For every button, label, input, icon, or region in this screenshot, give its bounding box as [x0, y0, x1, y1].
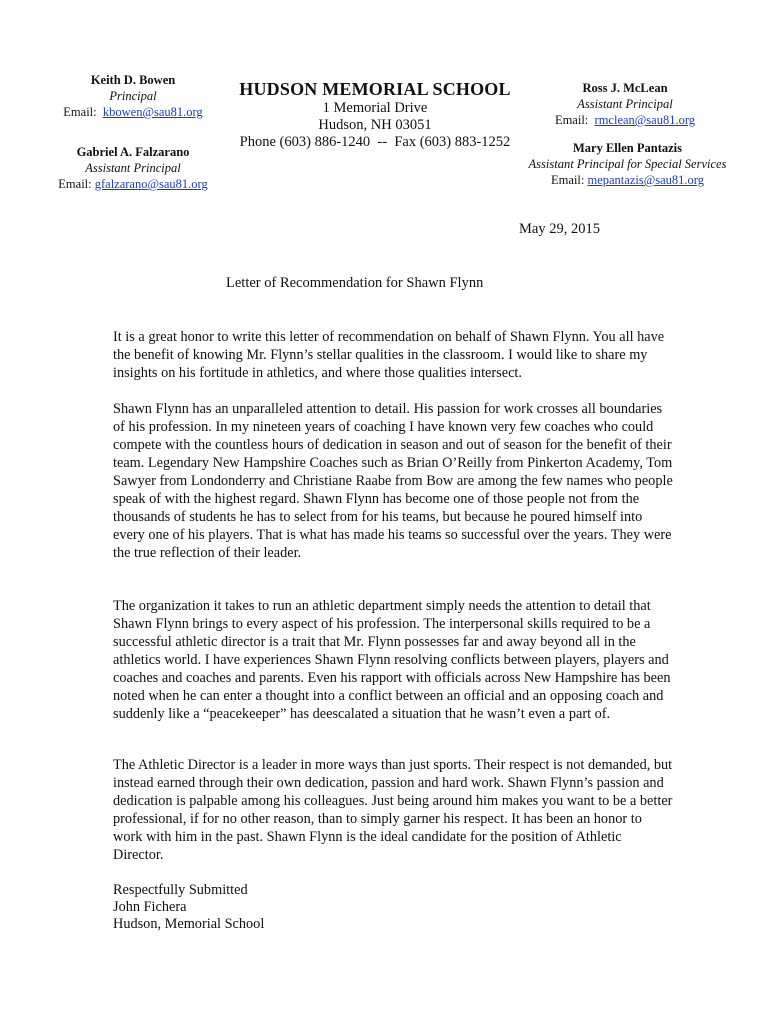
signer-name: John Fichera: [113, 899, 187, 915]
staff-name: Mary Ellen Pantazis: [572, 141, 682, 155]
school-name: HUDSON MEMORIAL SCHOOL: [239, 79, 511, 99]
staff-email-line: [48, 176, 218, 192]
staff-role: Assistant Principal: [577, 97, 673, 111]
school-address-line1: 1 Memorial Drive: [322, 100, 428, 116]
closing-line: Respectfully Submitted: [113, 882, 248, 898]
email-label: Email:: [58, 177, 92, 191]
signer-organization: Hudson, Memorial School: [113, 916, 265, 932]
school-phone-fax: Phone (603) 886-1240 -- Fax (603) 883-1252: [239, 134, 511, 150]
email-link-rmclean[interactable]: rmclean@sau81.org: [594, 113, 696, 127]
school-address-line2: Hudson, NH 03051: [318, 117, 432, 133]
staff-email-line: [515, 172, 740, 188]
letter-paragraph-1: It is a great honor to write this letter of recommendation on behalf of Shawn Flynn. You all have the benefit of knowing Mr. Flynn’s stellar qualities in the classroom. I would like to share my insights on his fortitude in athletics, and where those qualities intersect.: [113, 329, 665, 381]
staff-keith-bowen: [48, 72, 218, 120]
email-label: Email:: [63, 105, 97, 119]
staff-name: Gabriel A. Falzarano: [76, 145, 190, 159]
staff-role: Assistant Principal for Special Services: [528, 157, 727, 171]
letter-paragraph-3: The organization it takes to run an athletic department simply needs the attention to detail that Shawn Flynn brings to every aspect of his profession. The interpersonal skills required to be a successful athletic director is a trait that Mr. Flynn possesses far and away beyond all in the athletics world. I have experiences Shawn Flynn resolving conflicts between players, players and coaches and coaches and parents. Even his rapport with officials across New Hampshire has been noted when he can enter a thought into a conflict between an official and an opposing coach and suddenly like a “peacekeeper” has deescalated a situation that he wasn’t even a part of.: [113, 598, 671, 722]
staff-email-line: [530, 112, 720, 128]
email-link-mepantazis[interactable]: mepantazis@sau81.org: [587, 173, 704, 187]
staff-email-line: [48, 104, 218, 120]
school-letterhead: [230, 78, 520, 151]
staff-ross-mclean: [530, 80, 720, 128]
letter-paragraph-2: Shawn Flynn has an unparalleled attention to detail. His passion for work crosses all boundaries of his profession. In my nineteen years of coaching I have known very few coaches who could compete with the countless hours of dedication in season and out of season for the benefit of their team. Legendary New Hampshire Coaches such as Brian O’Reilly from Pinkerton Academy, Tom Sawyer from Londonderry and Christiane Raabe from Bow are among the few names who people speak of with the highest regard. Shawn Flynn has become one of those people not from the thousands of students he has to select from for his teams, but because he poured himself into every one of his players. That is what has made his teams so successful over the years. They were the true reflection of their leader.: [113, 401, 673, 561]
letter-paragraph-4: The Athletic Director is a leader in more ways than just sports. Their respect is not demanded, but instead earned through their own dedication, passion and hard work. Shawn Flynn’s passion and dedication is palpable among his colleagues. Just being around him makes you want to be a better professional, if for no other reason, than to simply garner his respect. It has been an honor to work with him in the past. Shawn Flynn is the ideal candidate for the position of Athletic Director.: [113, 757, 673, 863]
letter-date: May 29, 2015: [519, 221, 600, 237]
staff-role: Assistant Principal: [85, 161, 181, 175]
staff-name: Ross J. McLean: [582, 81, 668, 95]
staff-gabriel-falzarano: [48, 144, 218, 192]
email-link-gfalzarano[interactable]: gfalzarano@sau81.org: [94, 177, 208, 191]
email-link-kbowen[interactable]: kbowen@sau81.org: [102, 105, 203, 119]
signature-block: [113, 882, 264, 933]
staff-name: Keith D. Bowen: [90, 73, 176, 87]
staff-role: Principal: [109, 89, 157, 103]
staff-mary-ellen-pantazis: [515, 140, 740, 188]
email-label: Email:: [551, 173, 585, 187]
email-label: Email:: [554, 113, 589, 127]
letter-subject: Letter of Recommendation for Shawn Flynn: [226, 275, 484, 291]
